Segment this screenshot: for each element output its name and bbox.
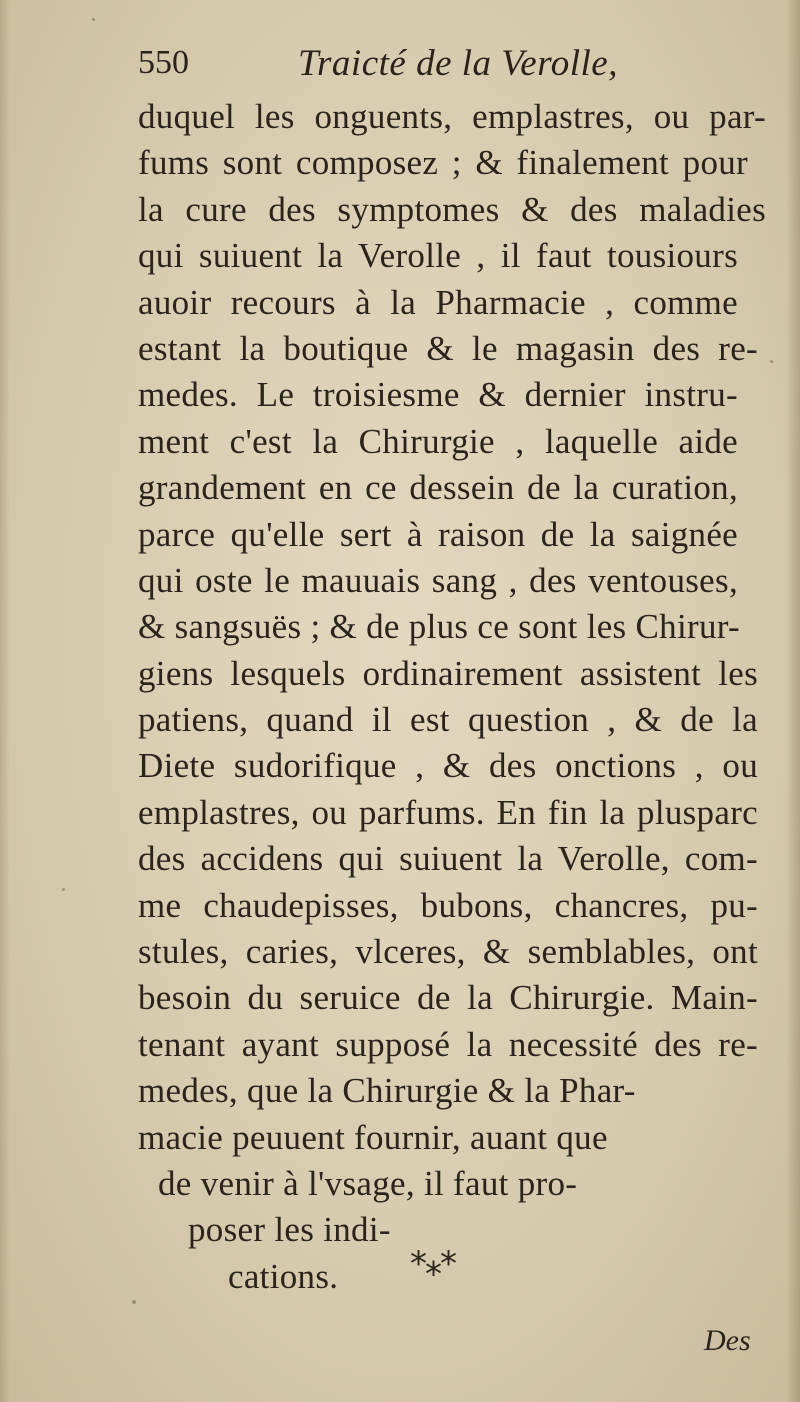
- catchword: Des: [704, 1324, 751, 1357]
- text-line: des accidens qui suiuent la Verolle, com-: [138, 839, 758, 879]
- text-line: qui oste le mauuais sang , des ventouses,: [138, 560, 738, 600]
- text-line: tenant ayant supposé la necessité des re-: [138, 1024, 758, 1064]
- text-line: fums sont composez ; & finalement pour: [138, 143, 748, 183]
- text-line: & sangsuës ; & de plus ce sont les Chirur-: [138, 607, 740, 647]
- page-shadow-left: [0, 0, 10, 1402]
- text-line: auoir recours à la Pharmacie , comme: [138, 282, 738, 322]
- paper-speck: [132, 1300, 136, 1304]
- text-line: parce qu'elle sert à raison de la saignée: [138, 514, 738, 554]
- text-line: duquel les onguents, emplastres, ou par-: [138, 97, 766, 136]
- text-line: macie peuuent fournir, auant que: [138, 1117, 608, 1157]
- text-line: medes, que la Chirurgie & la Phar-: [138, 1071, 636, 1111]
- text-line: estant la boutique & le magasin des re-: [138, 328, 758, 368]
- text-line: me chaudepisses, bubons, chancres, pu-: [138, 885, 758, 925]
- text-line: ment c'est la Chirurgie , laquelle aide: [138, 421, 738, 461]
- text-line: besoin du seruice de la Chirurgie. Main-: [138, 978, 758, 1018]
- text-line: patiens, quand il est question , & de la: [138, 700, 758, 740]
- text-line: cations.: [228, 1256, 339, 1296]
- text-line: emplastres, ou parfums. En fin la plusparc: [138, 792, 758, 832]
- text-line: stules, caries, vlceres, & semblables, ont: [138, 932, 758, 972]
- paper-speck: [92, 18, 95, 21]
- text-line: Diete sudorifique , & des onctions , ou: [138, 746, 758, 786]
- paper-speck: [770, 360, 773, 363]
- text-line: poser les indi-: [188, 1210, 391, 1250]
- text-line: qui suiuent la Verolle , il faut tousiours: [138, 236, 738, 276]
- text-line: giens lesquels ordinairement assistent les: [138, 653, 758, 693]
- text-line: medes. Le troisiesme & dernier instru-: [138, 375, 738, 415]
- page-number: 550: [138, 44, 189, 81]
- text-line: de venir à l'vsage, il faut pro-: [158, 1163, 578, 1203]
- ornament-asterisks: *⁎*: [410, 1244, 455, 1284]
- page-header: [138, 38, 758, 88]
- paper-speck: [62, 888, 65, 891]
- text-line: la cure des symptomes & des maladies: [138, 189, 766, 229]
- running-title: Traicté de la Verolle,: [298, 43, 618, 84]
- page-shadow-right: [786, 0, 800, 1402]
- body-text: [138, 94, 766, 1300]
- text-line: grandement en ce dessein de la curation,: [138, 468, 738, 508]
